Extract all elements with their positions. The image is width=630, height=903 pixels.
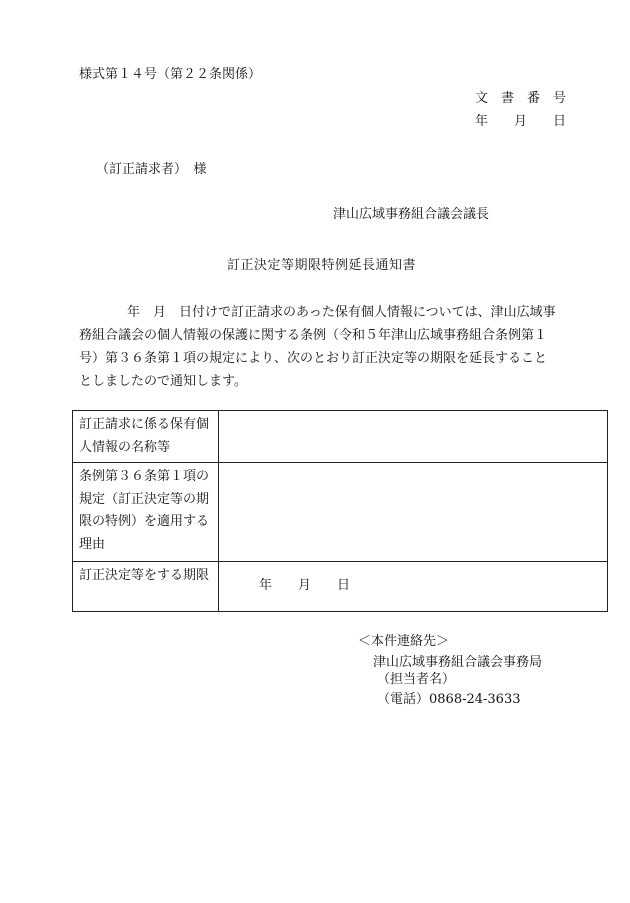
row-value-reason bbox=[219, 463, 608, 562]
document-date-label: 年 月 日 bbox=[474, 114, 566, 129]
table-row bbox=[73, 463, 608, 562]
row-label-info-name: 訂正請求に係る保有個人情報の名称等 bbox=[73, 411, 219, 463]
row-label-deadline: 訂正決定等をする期限 bbox=[73, 562, 219, 612]
body-date-prefix: 年 月 日付けで bbox=[127, 305, 232, 320]
document-title: 訂正決定等期限特例延長通知書 bbox=[227, 258, 417, 273]
row-value-info-name bbox=[219, 411, 608, 463]
deadline-date: 年 月 日 bbox=[259, 578, 351, 593]
contact-person: （担当者名） bbox=[377, 672, 456, 687]
row-value-deadline bbox=[219, 562, 608, 612]
contact-heading: ＜本件連絡先＞ bbox=[358, 634, 450, 649]
contact-phone: （電話）0868-24-3633 bbox=[377, 692, 521, 707]
sender: 津山広域事務組合議会議長 bbox=[333, 207, 490, 222]
contact-office: 津山広域事務組合議会事務局 bbox=[373, 655, 543, 670]
body-text: 訂正請求のあった保有個人情報については、津山広域事務組合議会の個人情報の保護に関する条例（令和５年津山広域事務組合条例第１号）第３６条第１項の規定により、次のとおり訂正決定等の期限を延長することとしましたので通知します。 bbox=[79, 305, 556, 389]
body-paragraph bbox=[79, 301, 559, 393]
table-row bbox=[73, 411, 608, 463]
info-table bbox=[72, 410, 608, 612]
row-label-reason: 条例第３６条第１項の規定（訂正決定等の期限の特例）を適用する理由 bbox=[73, 463, 219, 562]
addressee: （訂正請求者） 様 bbox=[96, 162, 207, 177]
document-number-label: 文 書 番 号 bbox=[474, 91, 566, 106]
table-row bbox=[73, 562, 608, 612]
form-number: 様式第１４号（第２２条関係） bbox=[79, 67, 262, 82]
